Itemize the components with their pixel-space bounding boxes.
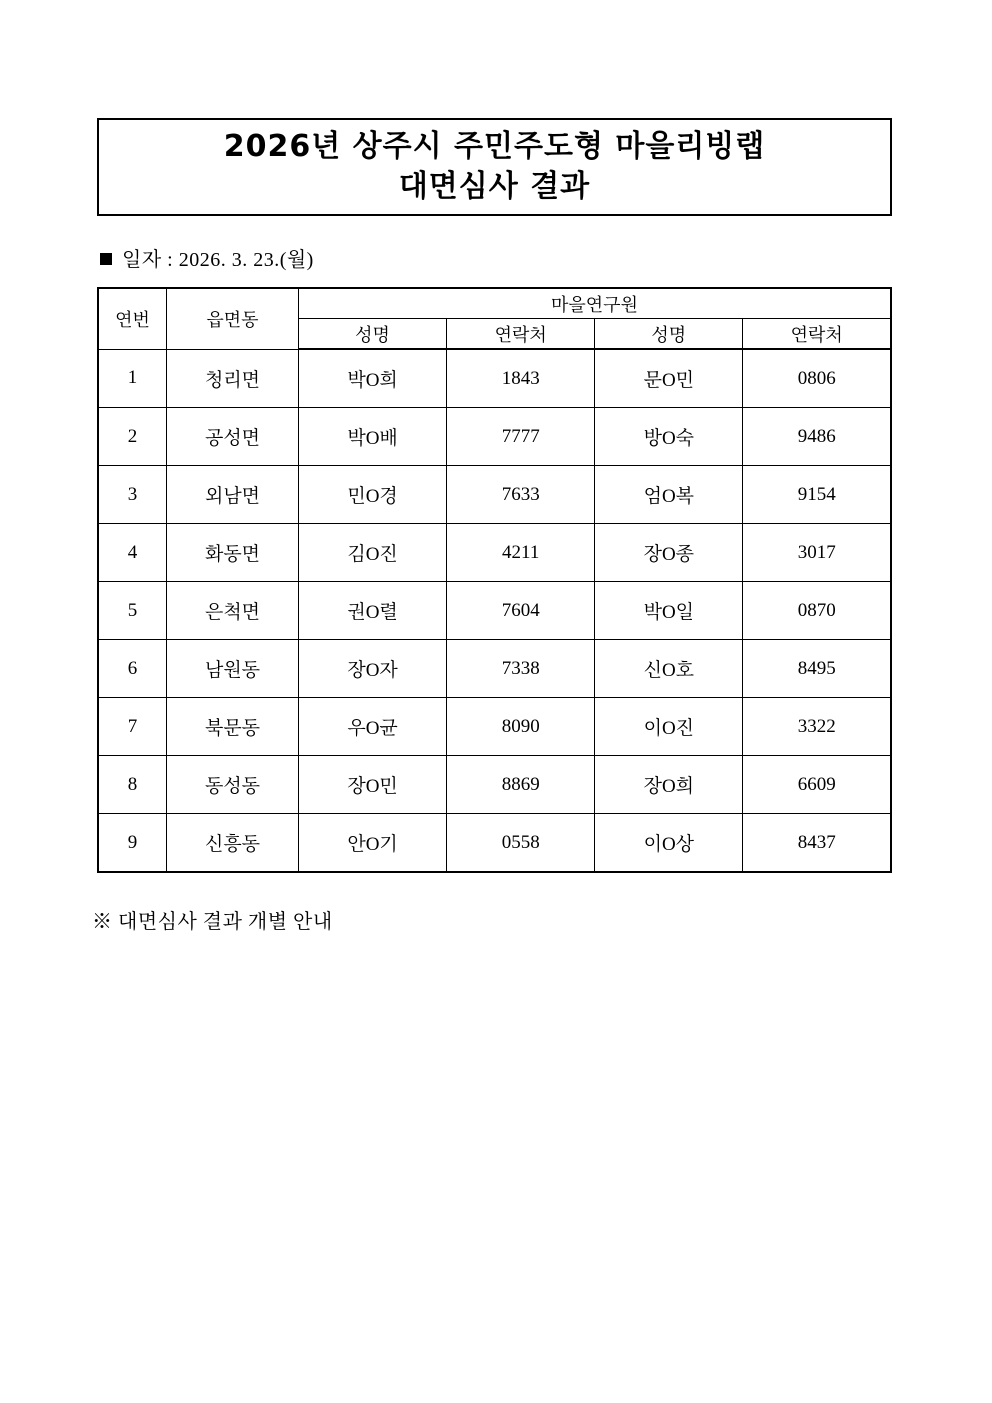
cell-no: 2 — [98, 408, 167, 466]
table-row — [98, 524, 891, 582]
table-body — [98, 349, 891, 872]
cell-tel-1: 8090 — [447, 698, 595, 756]
table-row — [98, 698, 891, 756]
cell-tel-2: 9486 — [743, 408, 891, 466]
cell-no: 9 — [98, 814, 167, 873]
cell-tel-1: 7338 — [447, 640, 595, 698]
square-bullet-icon — [100, 253, 112, 265]
cell-tel-1: 1843 — [447, 349, 595, 408]
cell-town: 청리면 — [167, 349, 299, 408]
cell-town: 북문동 — [167, 698, 299, 756]
header-row-1 — [98, 288, 891, 319]
cell-name-1: 권O렬 — [299, 582, 447, 640]
cell-town: 동성동 — [167, 756, 299, 814]
cell-name-1: 김O진 — [299, 524, 447, 582]
cell-tel-1: 7633 — [447, 466, 595, 524]
page-title-line-2: 대면심사 결과 — [398, 169, 591, 204]
footer-note: ※ 대면심사 결과 개별 안내 — [92, 911, 333, 933]
cell-name-1: 우O균 — [299, 698, 447, 756]
results-table — [97, 287, 892, 873]
header-no: 연번 — [98, 288, 167, 349]
cell-name-1: 박O배 — [299, 408, 447, 466]
cell-name-2: 방O숙 — [595, 408, 743, 466]
page-title-line-1: 2026년 상주시 주민주도형 마을리빙랩 — [223, 129, 766, 165]
table-row — [98, 756, 891, 814]
cell-no: 6 — [98, 640, 167, 698]
cell-tel-2: 3322 — [743, 698, 891, 756]
cell-town: 공성면 — [167, 408, 299, 466]
cell-tel-2: 9154 — [743, 466, 891, 524]
cell-name-2: 신O호 — [595, 640, 743, 698]
cell-name-1: 박O희 — [299, 349, 447, 408]
cell-no: 3 — [98, 466, 167, 524]
cell-tel-1: 8869 — [447, 756, 595, 814]
cell-no: 5 — [98, 582, 167, 640]
table-row — [98, 640, 891, 698]
cell-tel-1: 4211 — [447, 524, 595, 582]
table-row — [98, 582, 891, 640]
cell-name-2: 엄O복 — [595, 466, 743, 524]
cell-town: 화동면 — [167, 524, 299, 582]
cell-no: 7 — [98, 698, 167, 756]
table-row — [98, 408, 891, 466]
cell-town: 은척면 — [167, 582, 299, 640]
cell-tel-1: 0558 — [447, 814, 595, 873]
cell-town: 신흥동 — [167, 814, 299, 873]
cell-name-1: 장O자 — [299, 640, 447, 698]
cell-name-2: 박O일 — [595, 582, 743, 640]
cell-tel-2: 0806 — [743, 349, 891, 408]
header-tel-1: 연락처 — [447, 319, 595, 350]
cell-name-1: 민O경 — [299, 466, 447, 524]
cell-tel-2: 8437 — [743, 814, 891, 873]
cell-name-1: 장O민 — [299, 756, 447, 814]
header-name-1: 성명 — [299, 319, 447, 350]
cell-name-2: 이O진 — [595, 698, 743, 756]
header-tel-2: 연락처 — [743, 319, 891, 350]
cell-town: 남원동 — [167, 640, 299, 698]
cell-no: 1 — [98, 349, 167, 408]
cell-tel-2: 6609 — [743, 756, 891, 814]
cell-no: 4 — [98, 524, 167, 582]
cell-no: 8 — [98, 756, 167, 814]
cell-name-2: 장O종 — [595, 524, 743, 582]
cell-tel-2: 0870 — [743, 582, 891, 640]
cell-name-1: 안O기 — [299, 814, 447, 873]
table-head — [98, 288, 891, 349]
date-line — [100, 243, 314, 272]
header-group-researcher: 마을연구원 — [299, 288, 892, 319]
header-name-2: 성명 — [595, 319, 743, 350]
table-row — [98, 466, 891, 524]
cell-tel-2: 8495 — [743, 640, 891, 698]
cell-name-2: 장O희 — [595, 756, 743, 814]
cell-town: 외남면 — [167, 466, 299, 524]
cell-tel-1: 7777 — [447, 408, 595, 466]
cell-name-2: 이O상 — [595, 814, 743, 873]
cell-name-2: 문O민 — [595, 349, 743, 408]
date-label: 일자 : 2026. 3. 23.(월) — [122, 249, 314, 271]
cell-tel-1: 7604 — [447, 582, 595, 640]
table-row — [98, 349, 891, 408]
table-row — [98, 814, 891, 873]
header-town: 읍면동 — [167, 288, 299, 349]
document-title-box — [97, 118, 892, 216]
cell-tel-2: 3017 — [743, 524, 891, 582]
